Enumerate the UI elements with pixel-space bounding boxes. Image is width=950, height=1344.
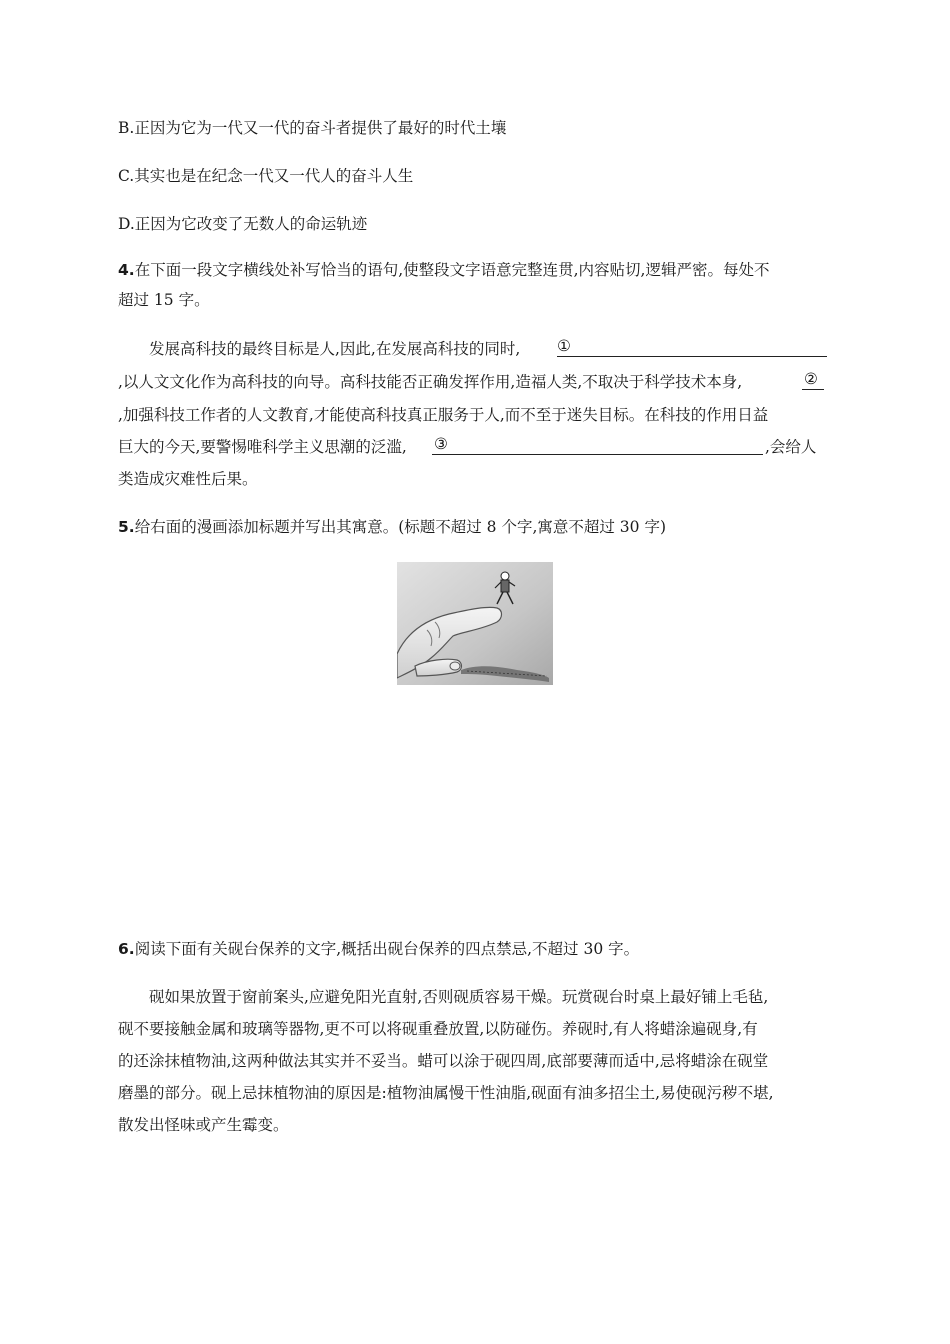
question-number: 6. [118, 940, 135, 958]
q6-paragraph-line: 磨墨的部分。砚上忌抹植物油的原因是:植物油属慢干性油脂,砚面有油多招尘土,易使砚污秽不堪, [118, 1084, 774, 1102]
question-5-title [118, 515, 666, 537]
q6-paragraph-line: 的还涂抹植物油,这两种做法其实并不妥当。蜡可以涂于砚四周,底部要薄而适中,忌将蜡涂在砚堂 [118, 1052, 769, 1070]
q4-paragraph-line-3: ,加强科技工作者的人文教育,才能使高科技真正服务于人,而不至于迷失目标。在科技的作用日益 [118, 406, 769, 424]
question-text: 阅读下面有关砚台保养的文字,概括出砚台保养的四点禁忌,不超过 30 字。 [134, 940, 640, 958]
question-4-title [118, 258, 769, 280]
q4-paragraph-line-4: 巨大的今天,要警惕唯科学主义思潮的泛滥, [118, 438, 407, 456]
blank-1-line[interactable] [557, 356, 827, 357]
question-6-title [118, 937, 639, 959]
blank-3-line[interactable] [432, 454, 763, 455]
blank-3-marker: ③ [434, 435, 448, 453]
blank-2-line[interactable] [802, 389, 824, 390]
q4-paragraph-line-2: ,以人文文化作为高科技的向导。高科技能否正确发挥作用,造福人类,不取决于科学技术本身, [118, 373, 743, 391]
q6-paragraph-line: 砚不要接触金属和玻璃等器物,更不可以将砚重叠放置,以防碰伤。养砚时,有人将蜡涂遍砚身,有 [118, 1020, 758, 1038]
cartoon-drawing [397, 562, 553, 685]
q4-paragraph-line-5: 类造成灾难性后果。 [118, 470, 258, 488]
blank-2-marker: ② [804, 370, 818, 388]
question-number: 5. [118, 518, 135, 536]
blank-1-marker: ① [557, 337, 571, 355]
q4-paragraph-line-4-end: ,会给人 [765, 438, 817, 456]
question-text: 给右面的漫画添加标题并写出其寓意。(标题不超过 8 个字,寓意不超过 30 字) [134, 518, 667, 536]
option-b: B.正因为它为一代又一代的奋斗者提供了最好的时代土壤 [118, 119, 507, 137]
option-d: D.正因为它改变了无数人的命运轨迹 [118, 215, 368, 233]
q4-paragraph-line-1: 发展高科技的最终目标是人,因此,在发展高科技的同时, [149, 340, 521, 358]
q6-paragraph-line: 散发出怪味或产生霉变。 [118, 1116, 289, 1134]
question-number: 4. [118, 261, 135, 279]
option-c: C.其实也是在纪念一代又一代人的奋斗人生 [118, 167, 414, 185]
q6-paragraph-line: 砚如果放置于窗前案头,应避免阳光直射,否则砚质容易干燥。玩赏砚台时桌上最好铺上毛毡, [149, 988, 769, 1006]
question-4-title-cont: 超过 15 字。 [118, 291, 210, 309]
cartoon-image [397, 562, 553, 685]
question-text: 在下面一段文字横线处补写恰当的语句,使整段文字语意完整连贯,内容贴切,逻辑严密。每处不 [134, 261, 770, 279]
